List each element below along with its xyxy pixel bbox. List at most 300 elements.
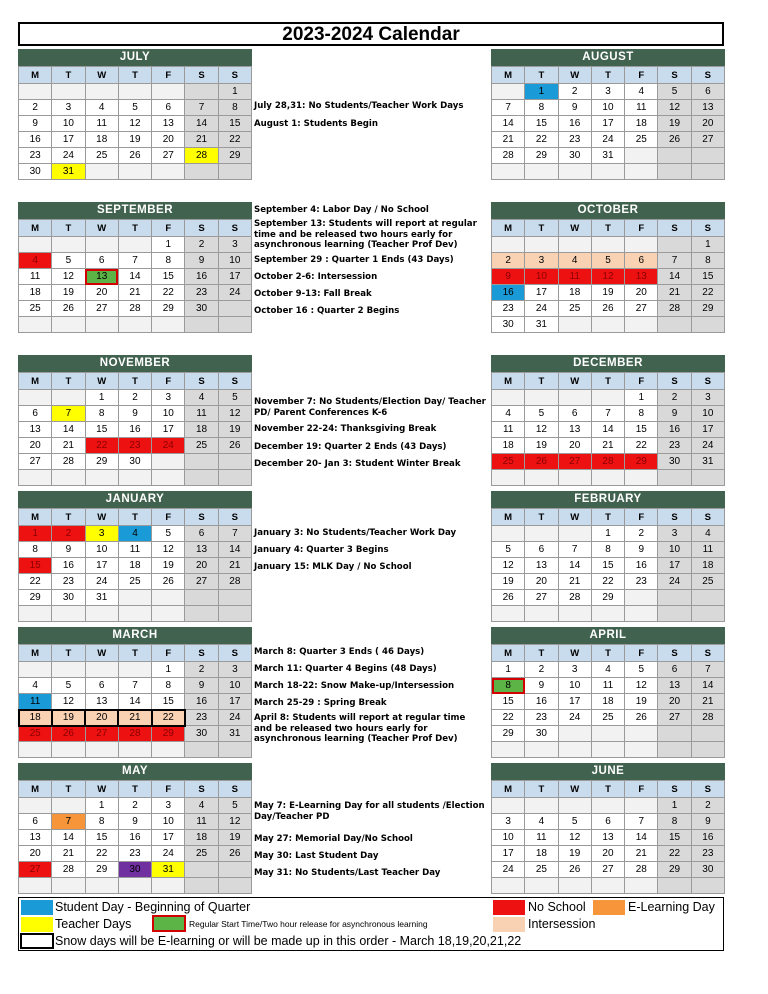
day-cell: 6 bbox=[625, 253, 658, 269]
weekday-header: S bbox=[658, 781, 691, 798]
empty-day-cell bbox=[625, 590, 658, 606]
day-cell: 20 bbox=[85, 710, 118, 726]
calendar-note: November 22-24: Thanksgiving Break bbox=[254, 424, 437, 434]
month-grid bbox=[18, 219, 252, 333]
weekday-header: W bbox=[85, 509, 118, 526]
day-cell: 12 bbox=[152, 542, 185, 558]
day-cell: 28 bbox=[591, 454, 624, 470]
empty-day-cell bbox=[591, 237, 624, 253]
calendar-note: August 1: Students Begin bbox=[254, 119, 378, 129]
day-cell: 12 bbox=[492, 558, 525, 574]
empty-day-cell bbox=[558, 726, 591, 742]
day-cell: 18 bbox=[691, 558, 724, 574]
empty-day-cell bbox=[591, 317, 624, 333]
empty-day-cell bbox=[19, 742, 52, 758]
week-row bbox=[492, 878, 725, 894]
day-cell: 11 bbox=[525, 830, 558, 846]
weekday-header: F bbox=[625, 373, 658, 390]
day-cell: 9 bbox=[185, 678, 218, 694]
day-cell: 8 bbox=[218, 100, 251, 116]
month-grid bbox=[18, 372, 252, 486]
day-cell: 25 bbox=[118, 574, 151, 590]
day-cell: 7 bbox=[658, 253, 691, 269]
day-cell: 31 bbox=[85, 590, 118, 606]
day-cell: 19 bbox=[152, 558, 185, 574]
day-cell: 24 bbox=[52, 148, 85, 164]
empty-day-cell bbox=[218, 301, 251, 317]
day-cell: 17 bbox=[152, 422, 185, 438]
day-cell: 8 bbox=[525, 100, 558, 116]
weekday-header: M bbox=[19, 645, 52, 662]
day-cell: 21 bbox=[492, 132, 525, 148]
student-day-swatch bbox=[21, 900, 53, 915]
day-cell: 14 bbox=[658, 269, 691, 285]
week-row bbox=[19, 862, 252, 878]
empty-day-cell bbox=[218, 862, 251, 878]
day-cell: 14 bbox=[591, 422, 624, 438]
empty-day-cell bbox=[185, 454, 218, 470]
day-cell: 14 bbox=[218, 542, 251, 558]
empty-day-cell bbox=[691, 742, 724, 758]
day-cell: 7 bbox=[52, 406, 85, 422]
calendar-may bbox=[18, 763, 252, 894]
weekday-header: T bbox=[591, 509, 624, 526]
empty-day-cell bbox=[118, 590, 151, 606]
weekday-header: T bbox=[525, 509, 558, 526]
empty-day-cell bbox=[118, 84, 151, 100]
day-cell: 6 bbox=[85, 678, 118, 694]
day-cell: 29 bbox=[625, 454, 658, 470]
weekday-header: S bbox=[218, 781, 251, 798]
weekday-header: T bbox=[525, 373, 558, 390]
day-cell: 30 bbox=[525, 726, 558, 742]
week-row bbox=[492, 317, 725, 333]
day-cell: 27 bbox=[658, 710, 691, 726]
day-cell: 25 bbox=[185, 438, 218, 454]
day-cell: 15 bbox=[19, 558, 52, 574]
empty-day-cell bbox=[658, 237, 691, 253]
day-cell: 31 bbox=[525, 317, 558, 333]
empty-day-cell bbox=[19, 606, 52, 622]
empty-day-cell bbox=[185, 862, 218, 878]
empty-day-cell bbox=[152, 742, 185, 758]
weekday-header: S bbox=[185, 373, 218, 390]
day-cell: 7 bbox=[118, 678, 151, 694]
day-cell: 6 bbox=[185, 526, 218, 542]
week-row bbox=[19, 390, 252, 406]
day-cell: 29 bbox=[152, 726, 185, 742]
empty-day-cell bbox=[85, 742, 118, 758]
day-cell: 18 bbox=[492, 438, 525, 454]
weekday-header: F bbox=[152, 645, 185, 662]
day-cell: 18 bbox=[85, 132, 118, 148]
empty-day-cell bbox=[152, 606, 185, 622]
empty-day-cell bbox=[658, 148, 691, 164]
day-cell: 9 bbox=[558, 100, 591, 116]
day-cell: 25 bbox=[85, 148, 118, 164]
day-cell: 13 bbox=[85, 694, 118, 710]
day-cell: 26 bbox=[118, 148, 151, 164]
day-cell: 2 bbox=[185, 237, 218, 253]
day-cell: 15 bbox=[691, 269, 724, 285]
day-cell: 7 bbox=[52, 814, 85, 830]
day-cell: 2 bbox=[558, 84, 591, 100]
day-cell: 1 bbox=[625, 390, 658, 406]
empty-day-cell bbox=[525, 742, 558, 758]
day-cell: 15 bbox=[85, 830, 118, 846]
empty-day-cell bbox=[492, 470, 525, 486]
empty-day-cell bbox=[152, 317, 185, 333]
calendar-june bbox=[491, 763, 725, 894]
weekday-header: M bbox=[492, 509, 525, 526]
day-cell: 19 bbox=[218, 830, 251, 846]
day-cell: 6 bbox=[658, 662, 691, 678]
empty-day-cell bbox=[691, 726, 724, 742]
day-cell: 5 bbox=[525, 406, 558, 422]
week-row bbox=[19, 814, 252, 830]
empty-day-cell bbox=[19, 662, 52, 678]
day-cell: 16 bbox=[691, 830, 724, 846]
month-name: DECEMBER bbox=[491, 355, 725, 372]
day-cell: 24 bbox=[218, 710, 251, 726]
week-row bbox=[19, 526, 252, 542]
day-cell: 1 bbox=[85, 390, 118, 406]
weekday-header: S bbox=[185, 645, 218, 662]
empty-day-cell bbox=[691, 878, 724, 894]
week-row bbox=[492, 164, 725, 180]
day-cell: 21 bbox=[218, 558, 251, 574]
day-cell: 24 bbox=[691, 438, 724, 454]
week-row bbox=[492, 470, 725, 486]
empty-day-cell bbox=[492, 878, 525, 894]
day-cell: 12 bbox=[52, 694, 85, 710]
day-cell: 16 bbox=[19, 132, 52, 148]
day-cell: 13 bbox=[525, 558, 558, 574]
calendar-january bbox=[18, 491, 252, 622]
week-row bbox=[19, 438, 252, 454]
day-cell: 20 bbox=[185, 558, 218, 574]
day-cell: 2 bbox=[658, 390, 691, 406]
weekday-header: T bbox=[591, 373, 624, 390]
day-cell: 25 bbox=[591, 710, 624, 726]
week-row bbox=[19, 574, 252, 590]
weekday-header: S bbox=[658, 645, 691, 662]
weekday-header: F bbox=[625, 645, 658, 662]
empty-day-cell bbox=[625, 148, 658, 164]
day-cell: 10 bbox=[85, 542, 118, 558]
month-grid bbox=[491, 66, 725, 180]
day-cell: 7 bbox=[185, 100, 218, 116]
day-cell: 8 bbox=[85, 406, 118, 422]
empty-day-cell bbox=[691, 590, 724, 606]
day-cell: 16 bbox=[185, 269, 218, 285]
day-cell: 27 bbox=[19, 862, 52, 878]
day-cell: 10 bbox=[591, 100, 624, 116]
weekday-header: S bbox=[218, 67, 251, 84]
week-row bbox=[492, 301, 725, 317]
day-cell: 13 bbox=[19, 422, 52, 438]
day-cell: 13 bbox=[152, 116, 185, 132]
week-row bbox=[492, 798, 725, 814]
day-cell: 4 bbox=[19, 253, 52, 269]
day-cell: 9 bbox=[19, 116, 52, 132]
week-row bbox=[492, 526, 725, 542]
day-cell: 13 bbox=[558, 422, 591, 438]
day-cell: 18 bbox=[558, 285, 591, 301]
week-row bbox=[19, 590, 252, 606]
empty-day-cell bbox=[185, 470, 218, 486]
day-cell: 2 bbox=[525, 662, 558, 678]
week-row bbox=[492, 574, 725, 590]
week-row bbox=[492, 84, 725, 100]
day-cell: 9 bbox=[691, 814, 724, 830]
day-cell: 2 bbox=[19, 100, 52, 116]
empty-day-cell bbox=[625, 317, 658, 333]
week-row bbox=[19, 116, 252, 132]
day-cell: 1 bbox=[152, 237, 185, 253]
empty-day-cell bbox=[625, 742, 658, 758]
empty-day-cell bbox=[525, 470, 558, 486]
day-cell: 18 bbox=[185, 422, 218, 438]
day-cell: 15 bbox=[591, 558, 624, 574]
empty-day-cell bbox=[525, 237, 558, 253]
empty-day-cell bbox=[118, 470, 151, 486]
week-row bbox=[492, 846, 725, 862]
day-cell: 30 bbox=[52, 590, 85, 606]
empty-day-cell bbox=[52, 798, 85, 814]
day-cell: 23 bbox=[525, 710, 558, 726]
weekday-header: T bbox=[52, 220, 85, 237]
month-grid bbox=[491, 508, 725, 622]
weekday-header: S bbox=[658, 220, 691, 237]
empty-day-cell bbox=[558, 526, 591, 542]
week-row bbox=[19, 406, 252, 422]
day-cell: 28 bbox=[492, 148, 525, 164]
day-cell: 30 bbox=[658, 454, 691, 470]
day-cell: 28 bbox=[52, 454, 85, 470]
weekday-header: T bbox=[591, 645, 624, 662]
day-cell: 19 bbox=[492, 574, 525, 590]
empty-day-cell bbox=[691, 606, 724, 622]
day-cell: 5 bbox=[52, 253, 85, 269]
calendar-note: March 25-29 : Spring Break bbox=[254, 698, 387, 708]
day-cell: 21 bbox=[658, 285, 691, 301]
day-cell: 12 bbox=[525, 422, 558, 438]
empty-day-cell bbox=[591, 798, 624, 814]
day-cell: 1 bbox=[658, 798, 691, 814]
day-cell: 19 bbox=[591, 285, 624, 301]
day-cell: 3 bbox=[85, 526, 118, 542]
day-cell: 23 bbox=[625, 574, 658, 590]
snow-days-swatch bbox=[21, 934, 53, 948]
day-cell: 9 bbox=[625, 542, 658, 558]
legend-teacher-days: Teacher Days bbox=[55, 917, 132, 931]
day-cell: 3 bbox=[152, 390, 185, 406]
weekday-header: T bbox=[525, 645, 558, 662]
weekday-header: T bbox=[118, 373, 151, 390]
empty-day-cell bbox=[691, 470, 724, 486]
day-cell: 24 bbox=[591, 132, 624, 148]
day-cell: 27 bbox=[85, 726, 118, 742]
empty-day-cell bbox=[558, 606, 591, 622]
day-cell: 18 bbox=[19, 285, 52, 301]
day-cell: 14 bbox=[118, 269, 151, 285]
day-cell: 16 bbox=[52, 558, 85, 574]
weekday-header: T bbox=[525, 781, 558, 798]
day-cell: 18 bbox=[19, 710, 52, 726]
day-cell: 8 bbox=[691, 253, 724, 269]
empty-day-cell bbox=[625, 470, 658, 486]
empty-day-cell bbox=[591, 726, 624, 742]
week-row bbox=[19, 606, 252, 622]
empty-day-cell bbox=[525, 798, 558, 814]
day-cell: 24 bbox=[658, 574, 691, 590]
empty-day-cell bbox=[152, 878, 185, 894]
month-name: JULY bbox=[18, 49, 252, 66]
week-row bbox=[19, 846, 252, 862]
week-row bbox=[492, 406, 725, 422]
empty-day-cell bbox=[118, 317, 151, 333]
day-cell: 2 bbox=[52, 526, 85, 542]
weekday-header: T bbox=[118, 220, 151, 237]
month-grid bbox=[18, 644, 252, 758]
empty-day-cell bbox=[625, 878, 658, 894]
month-name: SEPTEMBER bbox=[18, 202, 252, 219]
day-cell: 17 bbox=[218, 694, 251, 710]
empty-day-cell bbox=[152, 454, 185, 470]
empty-day-cell bbox=[52, 237, 85, 253]
week-row bbox=[492, 662, 725, 678]
empty-day-cell bbox=[52, 317, 85, 333]
day-cell: 24 bbox=[85, 574, 118, 590]
week-row bbox=[492, 390, 725, 406]
day-cell: 23 bbox=[118, 846, 151, 862]
day-cell: 27 bbox=[85, 301, 118, 317]
day-cell: 14 bbox=[52, 830, 85, 846]
day-cell: 11 bbox=[691, 542, 724, 558]
empty-day-cell bbox=[19, 237, 52, 253]
empty-day-cell bbox=[118, 164, 151, 180]
day-cell: 2 bbox=[118, 390, 151, 406]
empty-day-cell bbox=[185, 742, 218, 758]
empty-day-cell bbox=[492, 237, 525, 253]
day-cell: 29 bbox=[691, 301, 724, 317]
day-cell: 12 bbox=[218, 814, 251, 830]
month-grid bbox=[491, 219, 725, 333]
week-row bbox=[19, 662, 252, 678]
month-name: OCTOBER bbox=[491, 202, 725, 219]
day-cell: 19 bbox=[558, 846, 591, 862]
day-cell: 1 bbox=[691, 237, 724, 253]
calendar-february bbox=[491, 491, 725, 622]
weekday-header: S bbox=[658, 509, 691, 526]
empty-day-cell bbox=[558, 164, 591, 180]
day-cell: 5 bbox=[152, 526, 185, 542]
empty-day-cell bbox=[218, 878, 251, 894]
calendar-note: October 16 : Quarter 2 Begins bbox=[254, 306, 400, 316]
day-cell: 23 bbox=[691, 846, 724, 862]
week-row bbox=[19, 558, 252, 574]
weekday-header: S bbox=[691, 509, 724, 526]
day-cell: 26 bbox=[52, 726, 85, 742]
weekday-header: W bbox=[558, 509, 591, 526]
week-row bbox=[19, 726, 252, 742]
calendar-note: November 7: No Students/Election Day/ Teacher PD/ Parent Conferences K-6 bbox=[254, 397, 486, 418]
empty-day-cell bbox=[492, 390, 525, 406]
week-row bbox=[492, 237, 725, 253]
empty-day-cell bbox=[658, 317, 691, 333]
week-row bbox=[19, 317, 252, 333]
empty-day-cell bbox=[492, 606, 525, 622]
day-cell: 28 bbox=[185, 148, 218, 164]
day-cell: 21 bbox=[52, 846, 85, 862]
day-cell: 9 bbox=[525, 678, 558, 694]
empty-day-cell bbox=[591, 742, 624, 758]
empty-day-cell bbox=[658, 590, 691, 606]
day-cell: 19 bbox=[658, 116, 691, 132]
day-cell: 24 bbox=[152, 438, 185, 454]
empty-day-cell bbox=[625, 726, 658, 742]
day-cell: 11 bbox=[625, 100, 658, 116]
day-cell: 20 bbox=[691, 116, 724, 132]
legend-student-day: Student Day - Beginning of Quarter bbox=[55, 900, 251, 914]
empty-day-cell bbox=[658, 726, 691, 742]
calendar-note: March 8: Quarter 3 Ends ( 46 Days) bbox=[254, 647, 425, 657]
week-row bbox=[492, 606, 725, 622]
day-cell: 27 bbox=[691, 132, 724, 148]
day-cell: 6 bbox=[85, 253, 118, 269]
weekday-header: W bbox=[558, 220, 591, 237]
day-cell: 21 bbox=[118, 285, 151, 301]
week-row bbox=[492, 726, 725, 742]
day-cell: 23 bbox=[185, 710, 218, 726]
weekday-header: M bbox=[19, 220, 52, 237]
day-cell: 6 bbox=[525, 542, 558, 558]
week-row bbox=[19, 742, 252, 758]
day-cell: 8 bbox=[492, 678, 525, 694]
weekday-header: S bbox=[658, 373, 691, 390]
day-cell: 16 bbox=[118, 830, 151, 846]
week-row bbox=[492, 438, 725, 454]
calendar-july bbox=[18, 49, 252, 180]
empty-day-cell bbox=[118, 878, 151, 894]
day-cell: 9 bbox=[492, 269, 525, 285]
day-cell: 4 bbox=[185, 798, 218, 814]
day-cell: 12 bbox=[625, 678, 658, 694]
intersession-swatch bbox=[493, 917, 525, 932]
empty-day-cell bbox=[558, 317, 591, 333]
day-cell: 30 bbox=[492, 317, 525, 333]
empty-day-cell bbox=[691, 148, 724, 164]
weekday-header: S bbox=[691, 373, 724, 390]
empty-day-cell bbox=[658, 878, 691, 894]
empty-day-cell bbox=[591, 470, 624, 486]
day-cell: 11 bbox=[19, 694, 52, 710]
day-cell: 23 bbox=[658, 438, 691, 454]
month-grid bbox=[18, 508, 252, 622]
day-cell: 28 bbox=[558, 590, 591, 606]
weekday-header: F bbox=[625, 781, 658, 798]
empty-day-cell bbox=[19, 84, 52, 100]
week-row bbox=[19, 285, 252, 301]
day-cell: 15 bbox=[625, 422, 658, 438]
no-school-swatch bbox=[493, 900, 525, 915]
week-row bbox=[19, 542, 252, 558]
calendar-march bbox=[18, 627, 252, 758]
calendar-note: January 15: MLK Day / No School bbox=[254, 562, 412, 572]
day-cell: 30 bbox=[185, 726, 218, 742]
day-cell: 27 bbox=[19, 454, 52, 470]
